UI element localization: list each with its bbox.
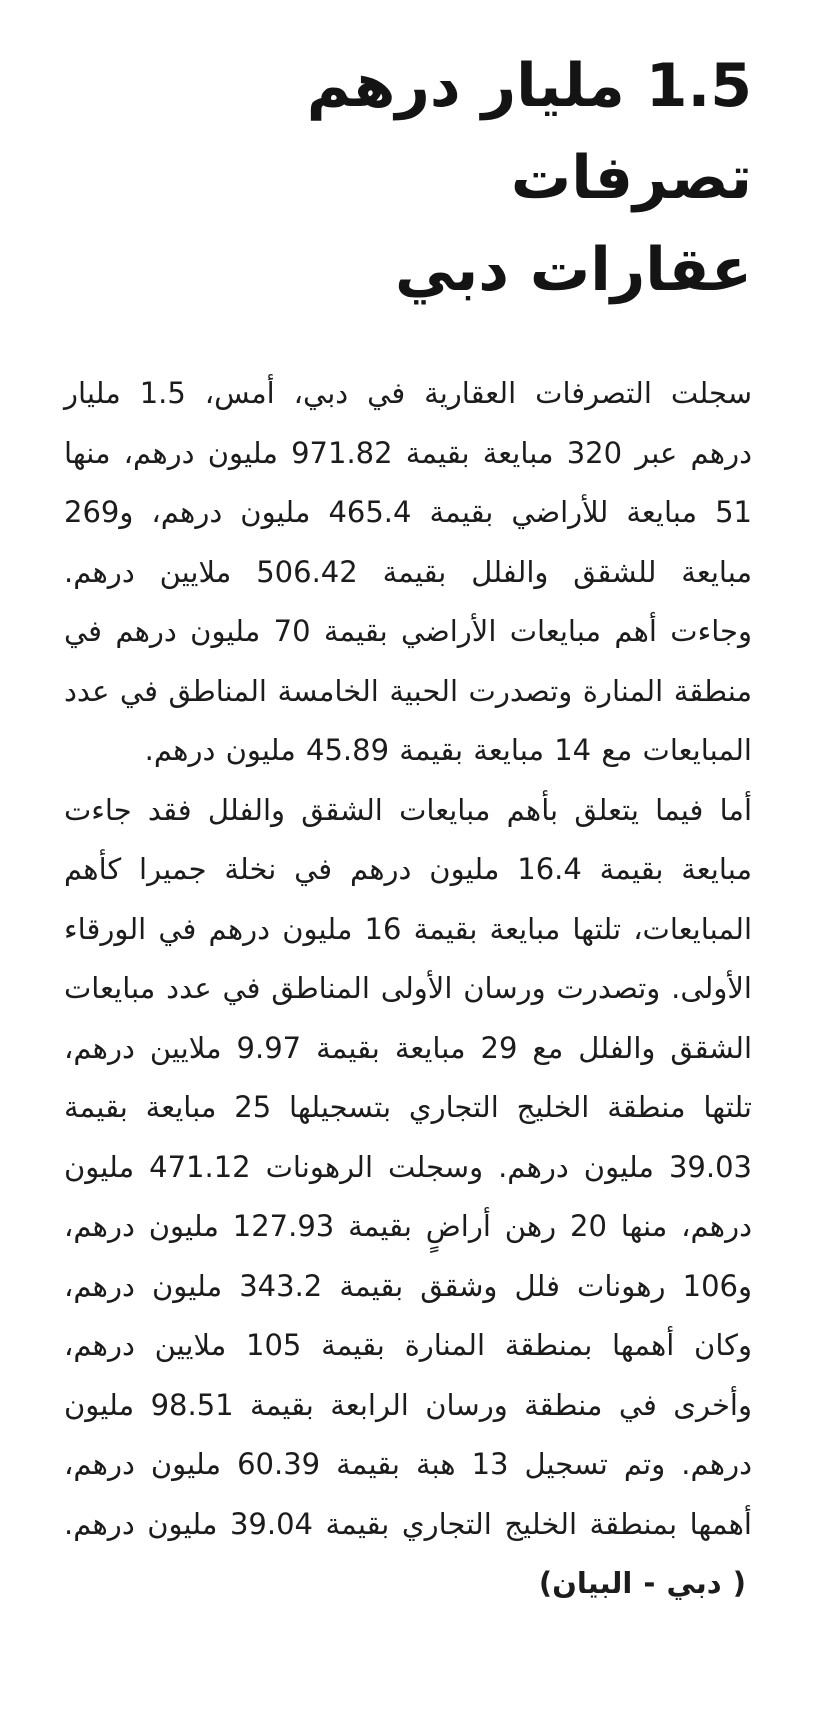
article-headline [64,40,752,316]
article-source: ( دبي - البيان) [538,1566,746,1600]
headline-line-1: 1.5 مليار درهم تصرفات [306,51,752,213]
body-paragraph-1: سجلت التصرفات العقارية في دبي، أمس، 1.5 مليار درهم عبر 320 مبايعة بقيمة 971.82 مليون درهم، منها 51 مبايعة للأراضي بقيمة 465.4 مليون درهم، و269 مبايعة للشقق والفلل بقيمة 506.42 ملايين درهم. وجاءت أهم مبايعات الأراضي بقيمة 70 مليون درهم في منطقة المنارة وتصدرت الحبية الخامسة المناطق في عدد المبايعات مع 14 مبايعة بقيمة 45.89 مليون درهم. [64,376,753,767]
body-paragraph-2 [64,781,752,1614]
headline-line-2: عقارات دبي [394,235,752,305]
article-body [64,364,752,1614]
body-paragraph-2-text: أما فيما يتعلق بأهم مبايعات الشقق والفلل فقد جاءت مبايعة بقيمة 16.4 مليون درهم في نخلة جميرا كأهم المبايعات، تلتها مبايعة بقيمة 16 مليون درهم في الورقاء الأولى. وتصدرت ورسان الأولى المناطق في عدد مبايعات الشقق والفلل مع 29 مبايعة بقيمة 9.97 ملايين درهم، تلتها منطقة الخليج التجاري بتسجيلها 25 مبايعة بقيمة 39.03 مليون درهم. وسجلت الرهونات 471.12 مليون درهم، منها 20 رهن أراضٍ بقيمة 127.93 مليون درهم، و106 رهونات فلل وشقق بقيمة 343.2 مليون درهم، وكان أهمها بمنطقة المنارة بقيمة 105 ملايين درهم، وأخرى في منطقة ورسان الرابعة بقيمة 98.51 مليون درهم. وتم تسجيل 13 هبة بقيمة 60.39 مليون درهم، أهمها بمنطقة الخليج التجاري بقيمة 39.04 مليون درهم. [64,792,753,1541]
